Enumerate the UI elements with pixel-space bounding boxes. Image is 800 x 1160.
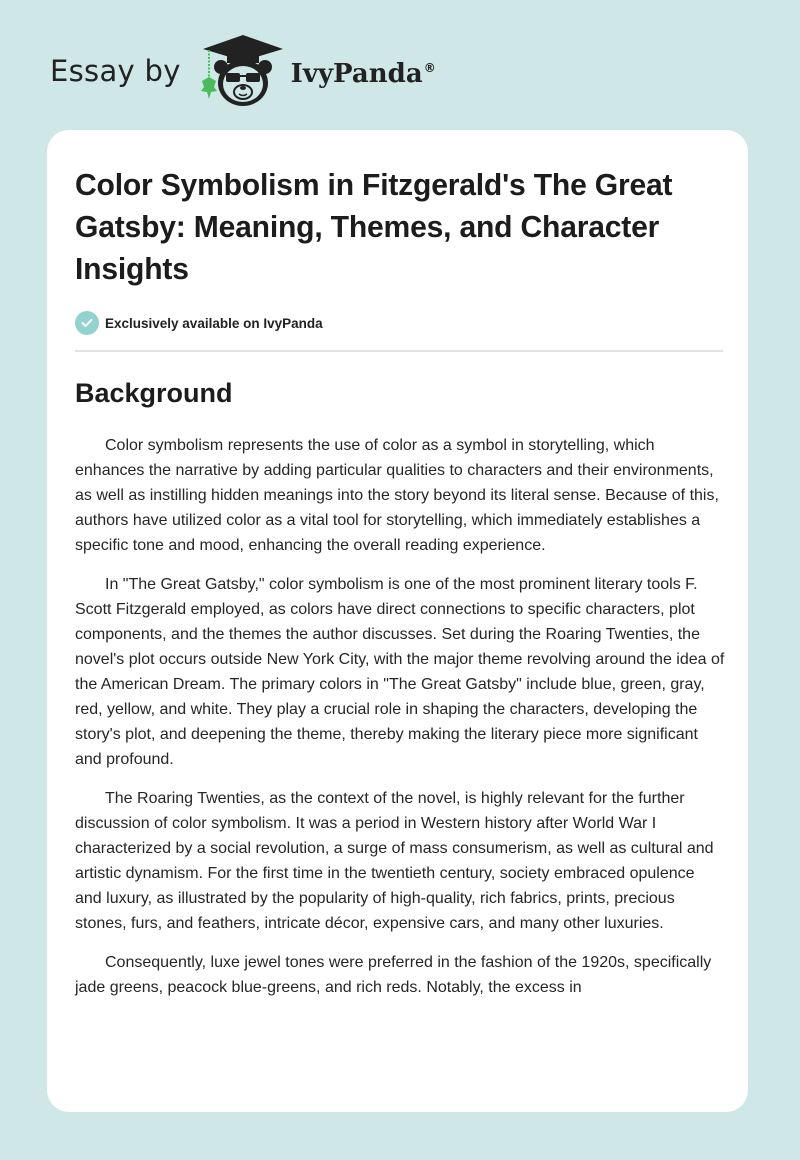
registered-mark: ®: [423, 61, 436, 76]
essay-card: [47, 130, 748, 1112]
check-circle-icon: [75, 311, 99, 335]
brand-name-text: IvyPanda: [290, 59, 423, 89]
brand-name: [291, 59, 436, 89]
panda-graduate-icon: [199, 31, 287, 109]
brand-prefix: Essay by: [50, 54, 181, 88]
paragraph: The Roaring Twenties, as the context of the novel, is highly relevant for the further discussion of color symbolism. It was a period in Western history after World War I characterized by a social revolution, a surge of mass consumerism, as well as cultural and artistic dynamism. For the first time in the twentieth century, society embraced opulence and luxury, as illustrated by the popularity of high-quality, rich fabrics, prints, precious stones, furs, and feathers, intricate décor, expensive cars, and many other luxuries.: [75, 790, 714, 932]
paragraph: In "The Great Gatsby," color symbolism is one of the most prominent literary tools F. Scott Fitzgerald employed, as colors have direct connections to specific characters, plot components, and the themes the author discusses. Set during the Roaring Twenties, the novel's plot occurs outside New York City, with the major theme revolving around the idea of the American Dream. The primary colors in "The Great Gatsby" include blue, green, gray, red, yellow, and white. They play a crucial role in shaping the characters, developing the story's plot, and deepening the theme, thereby making the literary piece more significant and profound.: [75, 576, 725, 768]
paragraph: Consequently, luxe jewel tones were preferred in the fashion of the 1920s, specifically jade greens, peacock blue-greens, and rich reds. Notably, the excess in: [75, 954, 712, 996]
essay-title: Color Symbolism in Fitzgerald's The Great Gatsby: Meaning, Themes, and Character Insights: [75, 167, 673, 286]
section-heading: Background: [75, 378, 233, 408]
exclusive-badge: [75, 311, 721, 335]
brand-header: [50, 28, 436, 112]
divider: [75, 350, 723, 352]
paragraph: Color symbolism represents the use of color as a symbol in storytelling, which enhances the narrative by adding particular qualities to characters and their environments, as well as instilling hidden meanings into the story beyond its literal sense. Because of this, authors have utilized color as a vital tool for storytelling, which immediately establishes a specific tone and mood, enhancing the overall reading experience.: [75, 437, 719, 554]
exclusive-label: Exclusively available on IvyPanda: [105, 315, 323, 331]
